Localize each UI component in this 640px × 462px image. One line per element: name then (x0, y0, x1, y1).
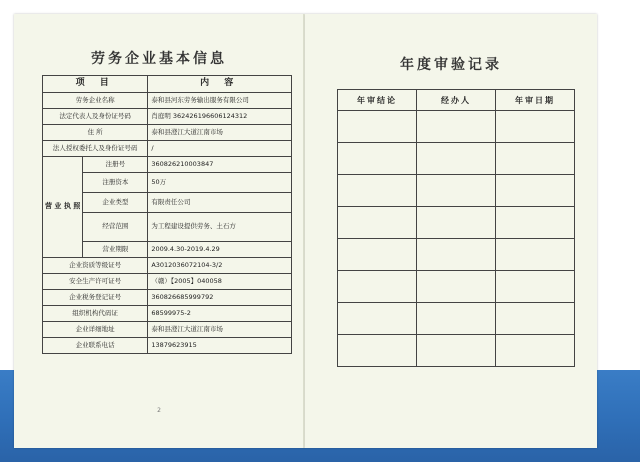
table-row (43, 290, 292, 306)
basic-info-table (42, 75, 292, 354)
row-label: 注册号 (83, 157, 148, 173)
table-row (43, 258, 292, 274)
table-row (43, 274, 292, 290)
table-row (43, 93, 292, 109)
empty-cell (417, 111, 496, 143)
table-row (43, 338, 292, 354)
row-label: 企业详细地址 (43, 322, 148, 338)
empty-cell (496, 143, 575, 175)
row-label: 企业资质等级证号 (43, 258, 148, 274)
row-label: 法定代表人及身份证号码 (43, 109, 148, 125)
table-row (338, 175, 575, 207)
table-row (338, 111, 575, 143)
row-value: 50万 (148, 173, 292, 193)
empty-cell (338, 239, 417, 271)
table-row (43, 306, 292, 322)
row-label: 住 所 (43, 125, 148, 141)
column-header-date: 年审日期 (496, 90, 575, 111)
column-header-conclusion: 年审结论 (338, 90, 417, 111)
empty-cell (417, 335, 496, 367)
row-label: 劳务企业名称 (43, 93, 148, 109)
row-label: 注册资本 (83, 173, 148, 193)
empty-cell (496, 175, 575, 207)
row-value: 泰和县河东劳务输出服务有限公司 (148, 93, 292, 109)
row-label: 企业税务登记证号 (43, 290, 148, 306)
page-title-basic-info: 劳务企业基本信息 (91, 51, 227, 67)
empty-cell (417, 303, 496, 335)
table-header-row (43, 76, 292, 93)
empty-cell (417, 271, 496, 303)
empty-cell (496, 239, 575, 271)
row-value: 68599975-2 (148, 306, 292, 322)
row-value: A3012036072104-3/2 (148, 258, 292, 274)
table-row (338, 303, 575, 335)
empty-cell (338, 143, 417, 175)
row-value: 为工程建设提供劳务、土石方 (148, 213, 292, 242)
table-row (338, 207, 575, 239)
row-label: 企业联系电话 (43, 338, 148, 354)
empty-cell (417, 175, 496, 207)
left-page (14, 14, 305, 448)
table-row (43, 157, 292, 173)
row-label: 法人授权委托人及身份证号码 (43, 141, 148, 157)
row-value: / (148, 141, 292, 157)
table-row (338, 271, 575, 303)
business-license-side-label: 营 业 执 照 (43, 157, 83, 258)
row-label: 组织机构代码证 (43, 306, 148, 322)
row-value: 肖庭明 362426196606124312 (148, 109, 292, 125)
table-header-row (338, 90, 575, 111)
header-item: 项 目 (43, 76, 148, 93)
row-label: 企业类型 (83, 193, 148, 213)
table-row (43, 109, 292, 125)
row-value: （赣）【2005】040058 (148, 274, 292, 290)
row-value: 13879623915 (148, 338, 292, 354)
header-content: 内 容 (148, 76, 292, 93)
row-label: 营业期限 (83, 242, 148, 258)
table-row (43, 125, 292, 141)
empty-cell (496, 335, 575, 367)
empty-cell (417, 239, 496, 271)
empty-cell (496, 207, 575, 239)
row-value: 2009.4.30-2019.4.29 (148, 242, 292, 258)
table-row (338, 143, 575, 175)
table-row (338, 239, 575, 271)
row-value: 泰和县澄江大道江南市场 (148, 322, 292, 338)
column-header-handler: 经办人 (417, 90, 496, 111)
row-label: 经营范围 (83, 213, 148, 242)
empty-cell (417, 143, 496, 175)
empty-cell (338, 303, 417, 335)
empty-cell (496, 303, 575, 335)
table-row (43, 141, 292, 157)
empty-cell (338, 175, 417, 207)
page-title-annual-review: 年度审验记录 (400, 57, 502, 73)
table-row (43, 322, 292, 338)
page-number: 2 (157, 407, 161, 414)
empty-cell (417, 207, 496, 239)
row-value: 有限责任公司 (148, 193, 292, 213)
row-value: 360826210003847 (148, 157, 292, 173)
empty-cell (338, 271, 417, 303)
empty-cell (338, 335, 417, 367)
empty-cell (338, 207, 417, 239)
empty-cell (496, 271, 575, 303)
table-row (338, 335, 575, 367)
row-label: 安全生产许可证号 (43, 274, 148, 290)
right-page (305, 14, 597, 448)
row-value: 360826685999792 (148, 290, 292, 306)
empty-cell (496, 111, 575, 143)
empty-cell (338, 111, 417, 143)
row-value: 泰和县澄江大道江南市场 (148, 125, 292, 141)
annual-review-table (337, 89, 575, 367)
